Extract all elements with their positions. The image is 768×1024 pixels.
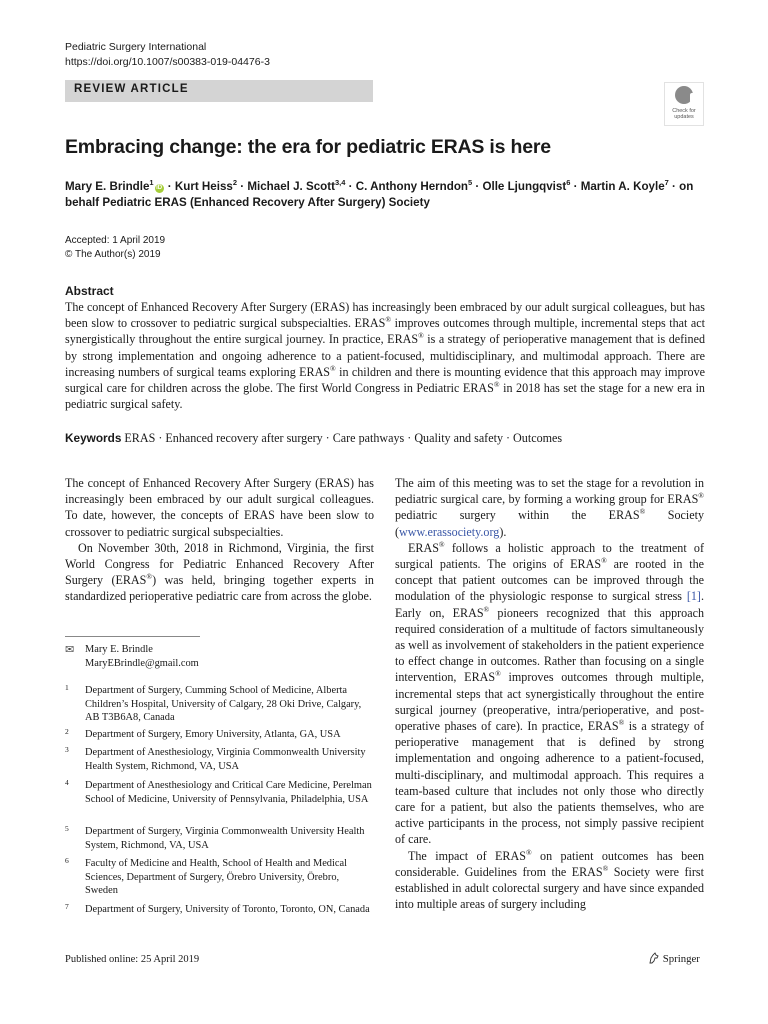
article-type-banner: [65, 80, 373, 102]
author-affiliation-mark: 5: [468, 178, 473, 188]
contact-email[interactable]: MaryEBrindle@gmail.com: [85, 658, 199, 669]
body-paragraph: The concept of Enhanced Recovery After Surgery (ERAS) has increasingly been embraced by our adult surgical colleagues. To date, however, the concepts of ERAS have been slow to crossover to pediatric surgical subspecialties.: [65, 476, 374, 539]
copyright-notice: © The Author(s) 2019: [65, 249, 161, 260]
envelope-icon: ✉: [65, 644, 75, 656]
author-name: · C. Anthony Herndon: [345, 180, 468, 193]
abstract-text: The concept of Enhanced Recovery After Surgery (ERAS) has increasingly been embraced by our adult surgical colleagues, but has been slow to crossover to pediatric surgical subspecialties. ERAS® improves outcomes through multiple, incremental steps that act synergistically throughout the entire surgical journey. In practice, ERAS® is a strategy of perioperative management that is defined by strong implementation and ongoing adherence to a patient-focused, multidisciplinary, and multimodal approach. There are increasing numbers of surgical teams exploring ERAS® in children and there is mounting evidence that this approach may improve surgical care for children across the globe. The first World Congress in Pediatric ERAS® in 2018 has set the stage for a new era in pediatric surgical safety.: [65, 300, 706, 412]
reference-link[interactable]: [1]: [686, 589, 701, 604]
author-name: · Kurt Heiss: [164, 180, 233, 193]
body-paragraph: The impact of ERAS® on patient outcomes has been considerable. Guidelines from the ERAS® Society were first established in adult colorectal surgery and have since expanded into multiple areas of surgery including: [395, 847, 704, 912]
contact-name: Mary E. Brindle: [85, 644, 153, 655]
society-website-link[interactable]: www.erassociety.org: [399, 524, 500, 539]
keywords-list: ERAS · Enhanced recovery after surgery · Care pathways · Quality and safety · Outcomes: [121, 431, 563, 445]
body-paragraph: On November 30th, 2018 in Richmond, Virginia, the first World Congress for Pediatric Enhanced Recovery After Surgery (ERAS®) was held, bringing together experts in standardized perioperative pediatric care from across the globe.: [65, 540, 374, 604]
author-name: · Olle Ljungqvist: [472, 180, 567, 193]
abstract-heading: Abstract: [65, 284, 114, 298]
publisher-name: Springer: [662, 953, 700, 965]
author-affiliation-mark: 6: [566, 178, 571, 188]
author-name: · Michael J. Scott: [237, 180, 335, 193]
crossmark-text-1: Check for: [672, 108, 696, 114]
author-affiliation-mark: 2: [232, 178, 238, 188]
keywords-label: Keywords: [65, 431, 122, 445]
journal-name: Pediatric Surgery International: [65, 41, 207, 53]
article-type-label: REVIEW ARTICLE: [74, 83, 189, 95]
body-paragraph: ERAS® follows a holistic approach to the treatment of surgical patients. The origins of ERAS® are rooted in the concept that patient outcomes can be improved through the modulation of the physiologic response to surgical stress [1]. Early on, ERAS® pioneers recognized that this approach required consideration of a multitude of factors simultaneously as well as involvement of stakeholders in the patient experience to effect change in outcomes. Rather than focusing on a single intervention, ERAS® improves outcomes through multiple, incremental steps that act synergistically throughout the entire surgical journey (preoperative, intra/perioperative, and post-operative phases of care). In practice, ERAS® is a strategy of perioperative management that is defined by strong implementation and ongoing adherence to a patient-focused, multi-disciplinary, and multimodal approach. This requires a team-based culture that includes not only those who directly care for a patient, but also the patients themselves, who are active participants in the process, not simply passive recipient of care.: [395, 539, 705, 847]
author-name: · Martin A. Koyle: [570, 180, 665, 193]
author-name: Mary E. Brindle: [65, 180, 150, 193]
springer-horse-icon: [648, 952, 660, 964]
doi-link[interactable]: https://doi.org/10.1007/s00383-019-04476-3: [65, 56, 270, 68]
author-affiliation-mark: 7: [664, 178, 669, 188]
author-affiliation-mark: 1: [149, 178, 154, 188]
article-title: Embracing change: the era for pediatric ERAS is here: [65, 136, 551, 158]
author-list: [65, 179, 705, 211]
orcid-icon[interactable]: iD: [156, 185, 163, 191]
body-column-right: [395, 475, 704, 912]
check-for-updates-button[interactable]: [664, 82, 704, 126]
published-date: Published online: 25 April 2019: [65, 954, 200, 965]
keywords: [65, 430, 705, 446]
body-column-left: [65, 475, 374, 605]
author-affiliation-mark: 3,4: [334, 178, 346, 188]
body-paragraph: The aim of this meeting was to set the stage for a revolution in pediatric surgical care, by forming a working group for ERAS® pediatric surgery within the ERAS® Society (www.erassociety.org).: [395, 476, 704, 539]
author-group: · on behalf Pediatric ERAS (Enhanced Recovery After Surgery) Society: [65, 180, 694, 209]
footnote-divider: [65, 636, 200, 637]
publisher-logo: [648, 952, 700, 965]
crossmark-text-2: updates: [674, 114, 694, 120]
crossmark-icon: [675, 86, 693, 104]
accepted-date: Accepted: 1 April 2019: [65, 235, 166, 246]
